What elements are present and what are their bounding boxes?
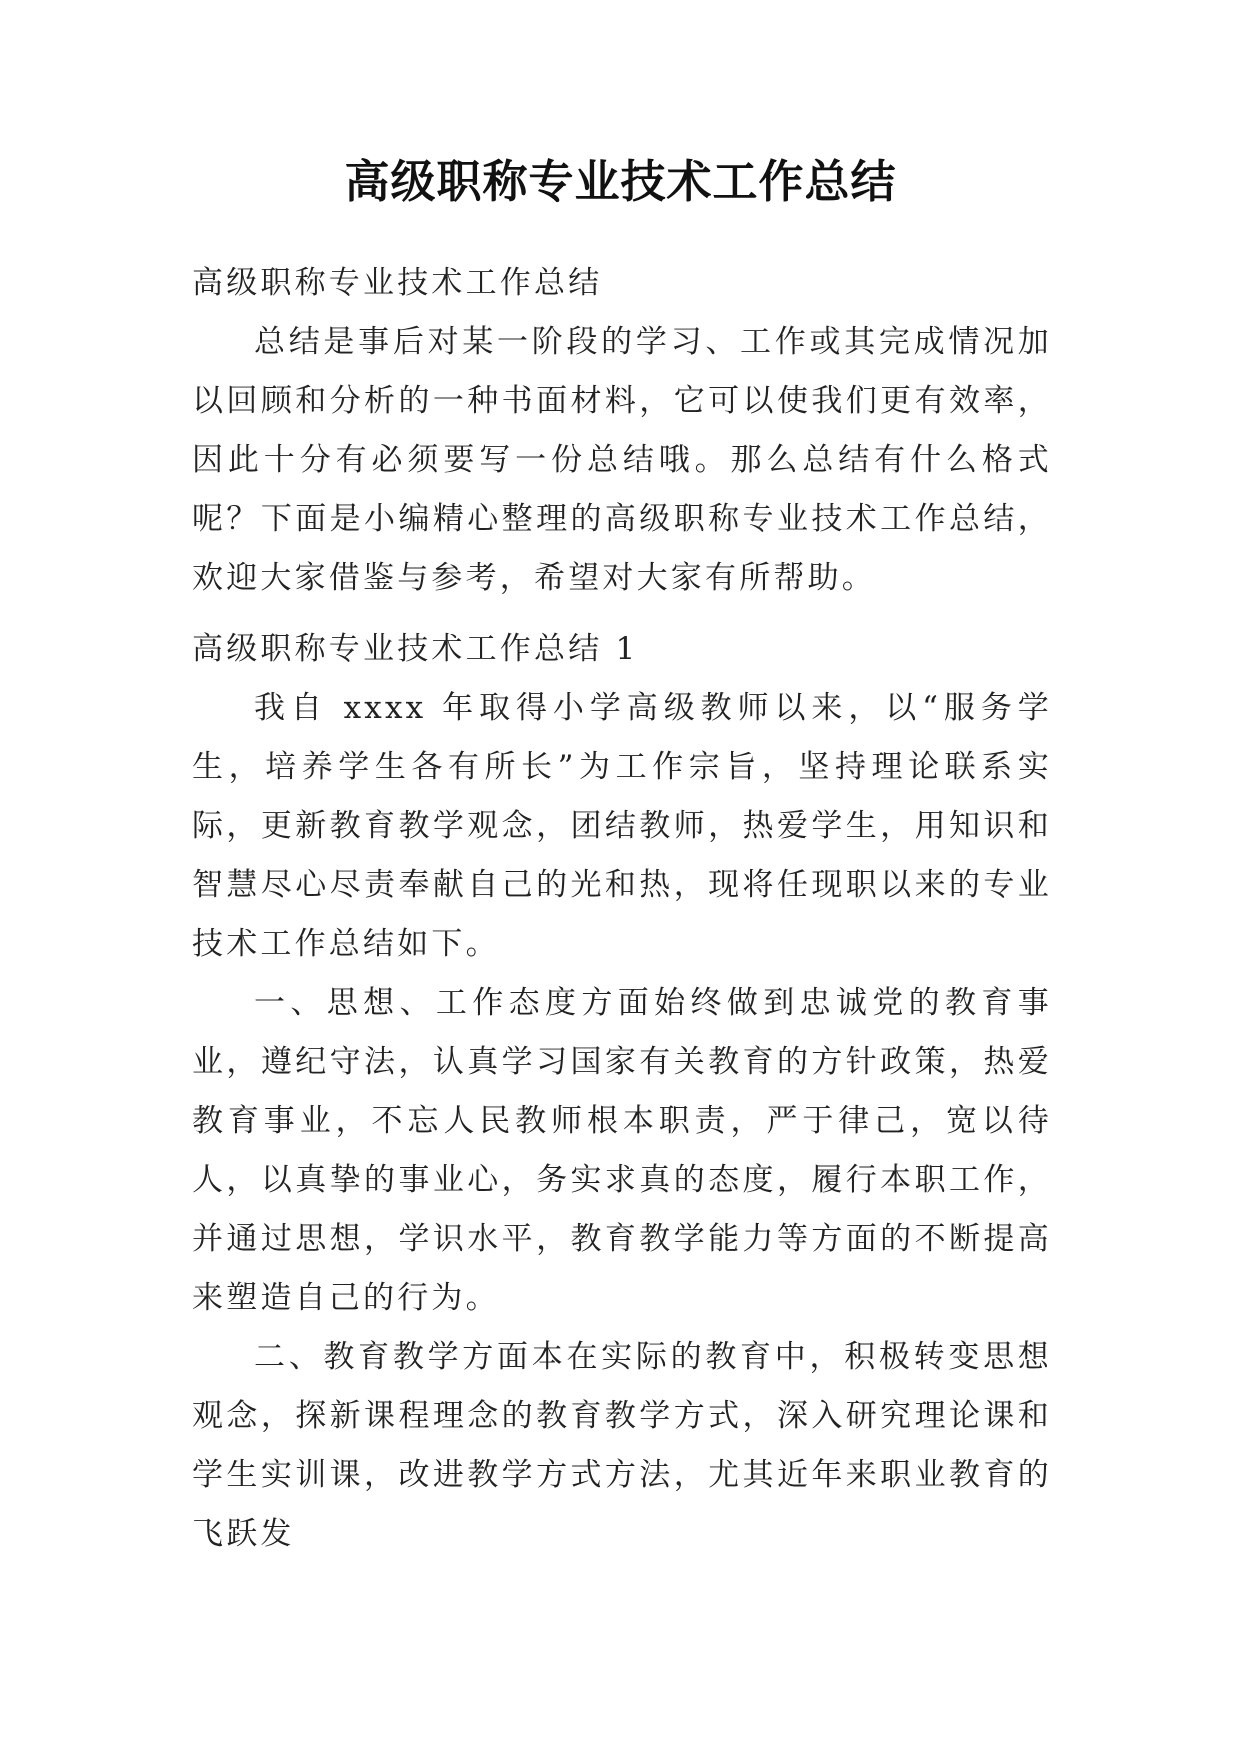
section-1-heading: 高级职称专业技术工作总结 1 <box>192 631 639 667</box>
intro-block <box>192 313 1052 608</box>
document-title: 高级职称专业技术工作总结 <box>344 155 897 208</box>
section-1-paragraph: 我自 xxxx 年取得小学高级教师以来，以“服务学生，培养学生各有所长”为工作宗旨，坚持理论联系实际，更新教育教学观念，团结教师，热爱学生，用知识和智慧尽心尽责奉献自己的光和热，现将任现职以来的专业技术工作总结如下。 <box>192 690 1052 962</box>
section-1-paragraph: 二、教育教学方面本在实际的教育中，积极转变思想观念，探新课程理念的教育教学方式，深入研究理论课和学生实训课，改进教学方式方法，尤其近年来职业教育的飞跃发 <box>192 1339 1052 1552</box>
intro-paragraph: 总结是事后对某一阶段的学习、工作或其完成情况加以回顾和分析的一种书面材料，它可以使我们更有效率，因此十分有必须要写一份总结哦。那么总结有什么格式呢？下面是小编精心整理的高级职称专业技术工作总结，欢迎大家借鉴与参考，希望对大家有所帮助。 <box>192 324 1052 596</box>
section-1-paragraph: 一、思想、工作态度方面始终做到忠诚党的教育事业，遵纪守法，认真学习国家有关教育的方针政策，热爱教育事业，不忘人民教师根本职责，严于律己，宽以待人，以真挚的事业心，务实求真的态度，履行本职工作，并通过思想，学识水平，教育教学能力等方面的不断提高来塑造自己的行为。 <box>192 985 1052 1316</box>
document-subtitle: 高级职称专业技术工作总结 <box>192 265 603 301</box>
section-1-body <box>192 679 1052 1564</box>
